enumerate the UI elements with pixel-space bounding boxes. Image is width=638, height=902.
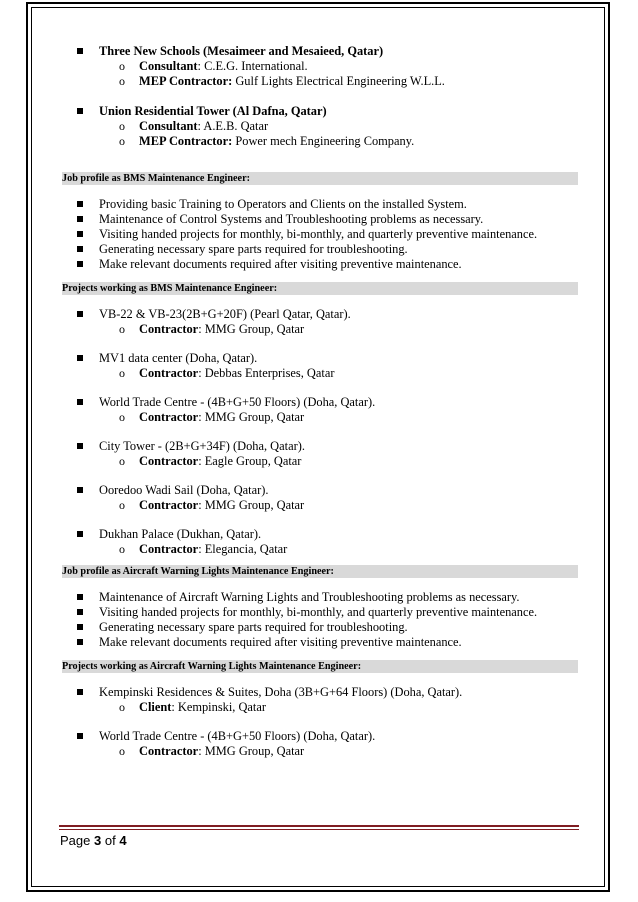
project-block	[62, 44, 578, 89]
project-title: World Trade Centre - (4B+G+50 Floors) (Doha, Qatar).	[62, 729, 578, 744]
square-bullet-icon	[77, 399, 83, 405]
circle-bullet-icon: o	[119, 410, 125, 424]
circle-bullet-icon: o	[119, 322, 125, 336]
project-detail: o Contractor: Elegancia, Qatar	[119, 542, 288, 556]
square-bullet-icon	[77, 261, 83, 267]
section-heading-awl-job: Job profile as Aircraft Warning Lights Maintenance Engineer:	[62, 565, 578, 578]
project-detail: o Client: Kempinski, Qatar	[119, 700, 266, 714]
project-block	[62, 104, 578, 149]
document-body	[62, 44, 578, 759]
circle-bullet-icon: o	[119, 744, 125, 758]
project-detail: o Contractor: Eagle Group, Qatar	[119, 454, 302, 468]
project-title: Kempinski Residences & Suites, Doha (3B+G+64 Floors) (Doha, Qatar).	[62, 685, 578, 700]
circle-bullet-icon: o	[119, 134, 125, 148]
project-title: Dukhan Palace (Dukhan, Qatar).	[62, 527, 578, 542]
section-heading-bms-job: Job profile as BMS Maintenance Engineer:	[62, 172, 578, 185]
project-detail: o Consultant: C.E.G. International.	[119, 59, 308, 73]
square-bullet-icon	[77, 231, 83, 237]
square-bullet-icon	[77, 246, 83, 252]
square-bullet-icon	[77, 443, 83, 449]
project-title: Three New Schools (Mesaimeer and Mesaieed, Qatar)	[62, 44, 578, 59]
project-detail: o Contractor: MMG Group, Qatar	[119, 744, 305, 758]
project-title: Union Residential Tower (Al Dafna, Qatar)	[62, 104, 578, 119]
list-item: Make relevant documents required after visiting preventive maintenance.	[62, 257, 578, 272]
circle-bullet-icon: o	[119, 119, 125, 133]
section-heading-awl-projects: Projects working as Aircraft Warning Lights Maintenance Engineer:	[62, 660, 578, 673]
square-bullet-icon	[77, 639, 83, 645]
square-bullet-icon	[77, 531, 83, 537]
project-detail: o Contractor: MMG Group, Qatar	[119, 410, 305, 424]
project-title: MV1 data center (Doha, Qatar).	[62, 351, 578, 366]
square-bullet-icon	[77, 689, 83, 695]
list-item: Generating necessary spare parts required for troubleshooting.	[62, 620, 578, 635]
square-bullet-icon	[77, 216, 83, 222]
project-detail: o Contractor: MMG Group, Qatar	[119, 498, 305, 512]
list-item: Make relevant documents required after visiting preventive maintenance.	[62, 635, 578, 650]
square-bullet-icon	[77, 487, 83, 493]
project-detail: o Consultant: A.E.B. Qatar	[119, 119, 269, 133]
project-detail: o Contractor: Debbas Enterprises, Qatar	[119, 366, 335, 380]
circle-bullet-icon: o	[119, 59, 125, 73]
list-item: Visiting handed projects for monthly, bi-monthly, and quarterly preventive maintenance.	[62, 605, 578, 620]
circle-bullet-icon: o	[119, 366, 125, 380]
project-detail: o Contractor: MMG Group, Qatar	[119, 322, 305, 336]
square-bullet-icon	[77, 594, 83, 600]
list-item: Generating necessary spare parts required for troubleshooting.	[62, 242, 578, 257]
project-title: World Trade Centre - (4B+G+50 Floors) (Doha, Qatar).	[62, 395, 578, 410]
list-item: Maintenance of Control Systems and Troubleshooting problems as necessary.	[62, 212, 578, 227]
square-bullet-icon	[77, 201, 83, 207]
page-number: Page 3 of 4	[60, 833, 127, 848]
square-bullet-icon	[77, 108, 83, 114]
project-title: City Tower - (2B+G+34F) (Doha, Qatar).	[62, 439, 578, 454]
circle-bullet-icon: o	[119, 498, 125, 512]
project-detail: o MEP Contractor: Gulf Lights Electrical Engineering W.L.L.	[119, 74, 445, 88]
circle-bullet-icon: o	[119, 542, 125, 556]
list-item: Providing basic Training to Operators and Clients on the installed System.	[62, 197, 578, 212]
square-bullet-icon	[77, 355, 83, 361]
circle-bullet-icon: o	[119, 700, 125, 714]
section-heading-bms-projects: Projects working as BMS Maintenance Engineer:	[62, 282, 578, 295]
square-bullet-icon	[77, 609, 83, 615]
square-bullet-icon	[77, 733, 83, 739]
square-bullet-icon	[77, 624, 83, 630]
circle-bullet-icon: o	[119, 74, 125, 88]
circle-bullet-icon: o	[119, 454, 125, 468]
project-title: Ooredoo Wadi Sail (Doha, Qatar).	[62, 483, 578, 498]
footer-rule-thin	[59, 829, 579, 830]
square-bullet-icon	[77, 48, 83, 54]
square-bullet-icon	[77, 311, 83, 317]
project-title: VB-22 & VB-23(2B+G+20F) (Pearl Qatar, Qatar).	[62, 307, 578, 322]
project-detail: o MEP Contractor: Power mech Engineering Company.	[119, 134, 415, 148]
footer-rule	[59, 825, 579, 827]
list-item: Visiting handed projects for monthly, bi-monthly, and quarterly preventive maintenance.	[62, 227, 578, 242]
list-item: Maintenance of Aircraft Warning Lights and Troubleshooting problems as necessary.	[62, 590, 578, 605]
